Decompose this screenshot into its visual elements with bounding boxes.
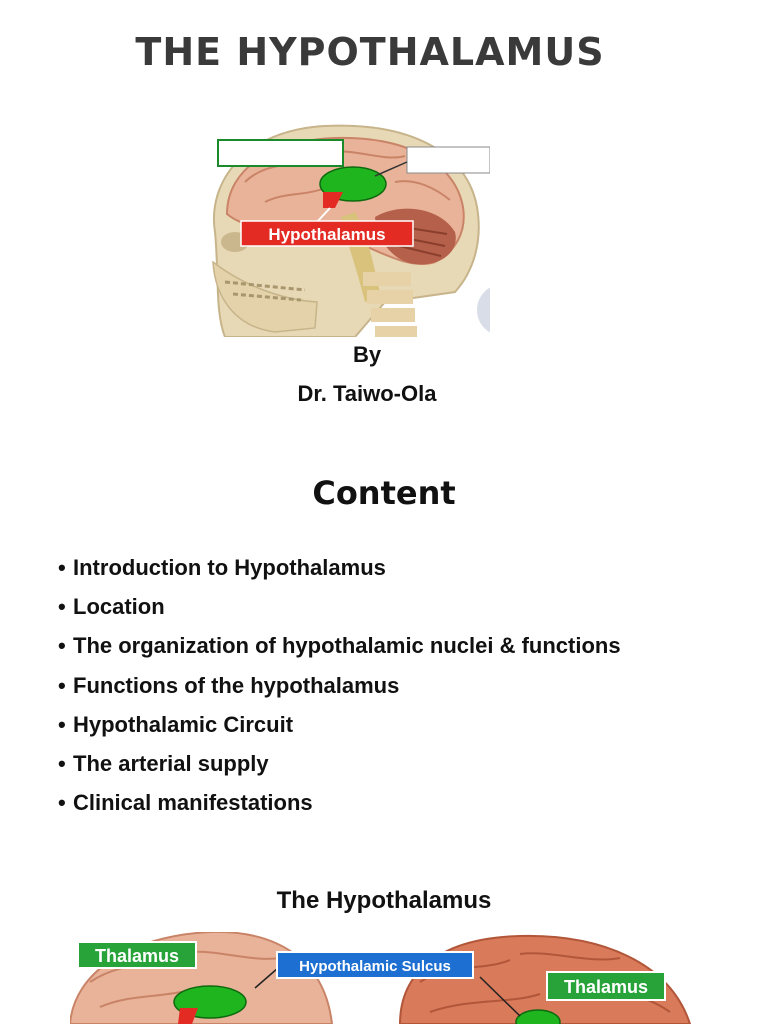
brain-diagram-image (70, 932, 700, 1024)
bullet-icon: • (58, 711, 66, 737)
bullet-icon: • (58, 672, 66, 698)
bullet-icon: • (58, 594, 66, 620)
content-title: Content (312, 474, 456, 512)
slide-title: THE HYPOTHALAMUS (135, 30, 605, 74)
brain-diagram (70, 932, 700, 1024)
list-item: • Functions of the hypothalamus (58, 666, 621, 705)
thalamus-label-right: Thalamus (563, 977, 649, 997)
list-item: • The arterial supply (58, 744, 621, 783)
thalamus-label-left: Thalamus (94, 946, 180, 966)
list-item: • Introduction to Hypothalamus (58, 548, 621, 587)
list-item: • The organization of hypothalamic nuclei & functions (58, 626, 621, 665)
bullet-icon: • (58, 633, 66, 659)
bullet-icon: • (58, 750, 66, 776)
hypothalamic-sulcus-label: Hypothalamic Sulcus (299, 958, 451, 975)
list-item: • Location (58, 587, 621, 626)
list-item: • Hypothalamic Circuit (58, 705, 621, 744)
hypothalamus-image-label: Hypothalamus (268, 225, 386, 244)
content-list (58, 548, 621, 822)
skull-brain-image (205, 122, 490, 337)
author-name: Dr. Taiwo-Ola (297, 381, 437, 406)
bullet-icon: • (58, 790, 66, 816)
list-item: • Clinical manifestations (58, 783, 621, 822)
slide3-title: The Hypothalamus (276, 887, 492, 914)
by-label: By (352, 342, 382, 367)
skull-brain-illustration (205, 122, 490, 337)
title-slide (0, 0, 768, 440)
bullet-icon: • (58, 555, 66, 580)
